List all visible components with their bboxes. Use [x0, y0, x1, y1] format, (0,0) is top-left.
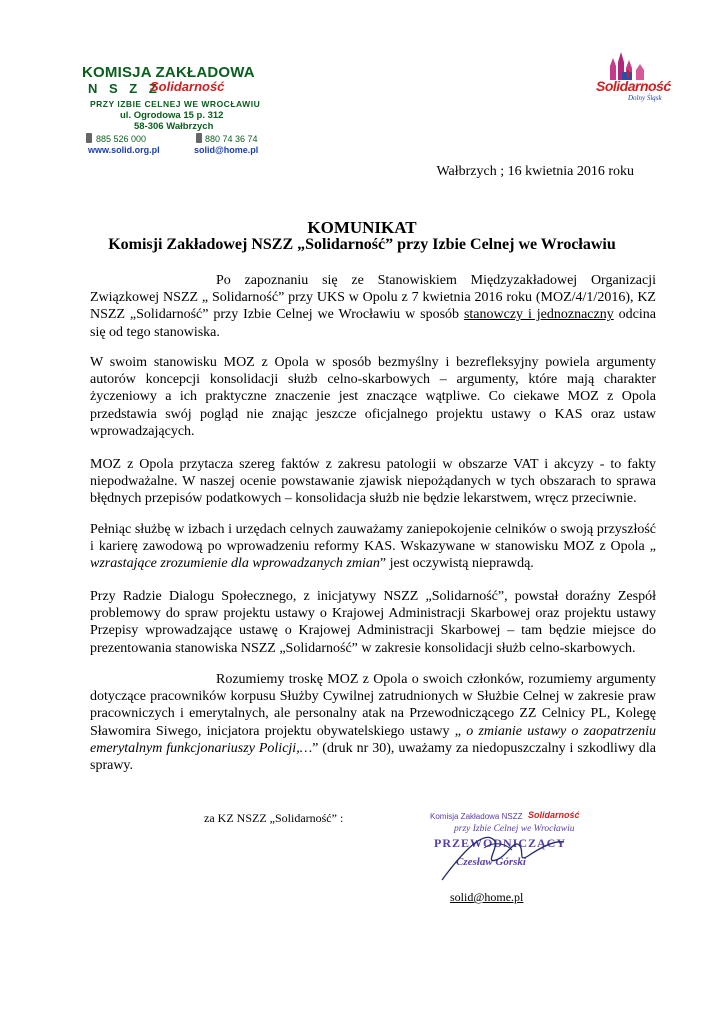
- org-name-line3: PRZY IZBIE CELNEJ WE WROCŁAWIU: [90, 99, 261, 109]
- org-name-line1: KOMISJA ZAKŁADOWA: [82, 64, 255, 81]
- paragraph-2-text: W swoim stanowisku MOZ z Opola w sposób bezmyślny i bezrefleksyjny powiela argumenty autorów koncepcji konsolidacji służb celno-skarbowych – argumenty, które mają charakter życzeniowy a ich praktyczne znaczenie jest znaczące wątpliwe. Co ciekawe MOZ z Opola przedstawia swój pogląd nie znając jeszcze oficjalnego projektu ustawy o KAS oraz ustaw wprowadzających.: [90, 355, 656, 439]
- paragraph-4: [90, 521, 656, 573]
- paragraph-1: [90, 272, 656, 341]
- org-phone-2: 880 74 36 74: [205, 134, 258, 144]
- document-subtitle: Komisji Zakładowej NSZZ „Solidarność” przy Izbie Celnej we Wrocławiu: [108, 236, 616, 253]
- org-name-line2: N S Z Z: [88, 81, 161, 96]
- org-website-link[interactable]: www.solid.org.pl: [88, 145, 160, 155]
- paragraph-1-underlined: stanowczy i jednoznaczny: [463, 307, 614, 323]
- paragraph-6-text-a: Rozumiemy troskę MOZ z Opola o swoich członków, rozumiemy argumenty dotyczące pracowników korpusu Służby Cywilnej zatrudnionych w Służbie Celnej w zakresie praw pracowniczych i emerytalnych, ale personalny atak na Przewodniczącego ZZ Celnicy PL, Kolegę Sławomira Siwego, inicjatora projektu obywatelskiego ustawy „: [90, 672, 656, 739]
- stamp-role: PRZEWODNICZĄCY: [434, 836, 567, 850]
- phone-icon: [86, 133, 92, 143]
- paragraph-1-text-a: Po zapoznaniu się ze Stanowiskiem Międzyzakładowej Organizacji Związkowej NSZZ „ Solidarność” przy UKS w Opolu z 7 kwietnia 2016 roku (MOZ/4/1/2016), KZ NSZZ „Solidarność” przy Izbie Celnej we Wrocławiu w sposób: [90, 273, 656, 323]
- document-title: KOMUNIKAT: [307, 218, 417, 237]
- paragraph-6: [90, 671, 656, 774]
- paragraph-1-text-b: odcina się od tego stanowiska.: [90, 307, 656, 340]
- signature-email-link[interactable]: solid@home.pl: [450, 890, 524, 904]
- logo-region-text: Dolny Śląsk: [628, 94, 662, 102]
- org-city: 58-306 Wałbrzych: [134, 121, 214, 132]
- paragraph-3-text: MOZ z Opola przytacza szereg faktów z zakresu patologii w obszarze VAT i akcyzy - to fakty niepodważalne. W naszej ocenie powstawanie zjawisk niepożądanych w tych obszarach to sprawa błędnych przepisów podatkowych – konsolidacja służb nie będzie lekarstwem, wręcz przeciwnie.: [90, 457, 656, 507]
- org-phone-1: 885 526 000: [96, 134, 147, 144]
- paragraph-2: [90, 354, 656, 440]
- paragraph-4-text-a: Pełniąc służbę w izbach i urzędach celnych zauważamy zaniepokojenie celników o swoją przyszłość i karierę zawodową po wprowadzeniu reformy KAS. Wskazywane w stanowisku MOZ z Opola „: [90, 522, 656, 555]
- paragraph-3: [90, 456, 656, 508]
- signature-label: za KZ NSZZ „Solidarność” :: [204, 811, 344, 825]
- stamp-line-1: Komisja Zakładowa NSZZ: [430, 812, 523, 821]
- stamp-name: Czesław Górski: [456, 856, 526, 868]
- stamp-brand: Solidarność: [528, 810, 580, 820]
- logo-brand-text: Solidarność: [596, 78, 671, 94]
- paragraph-5-text: Przy Radzie Dialogu Społecznego, z inicjatywy NSZZ „Solidarność”, powstał doraźny Zespół problemowy do spraw projektu ustawy o Krajowej Administracji Skarbowej oraz projektu ustawy Przepisy wprowadzające ustawę o Krajowej Administracji Skarbowej – tam będzie miejsce do prezentowania stanowiska NSZZ „Solidarność” w zakresie konsolidacji służb celno-skarbowych.: [90, 589, 656, 656]
- org-email-link[interactable]: solid@home.pl: [194, 145, 259, 155]
- signature-stamp: [424, 812, 584, 887]
- stamp-line-2: przy Izbie Celnej we Wrocławiu: [454, 824, 575, 834]
- org-address: ul. Ogrodowa 15 p. 312: [120, 110, 224, 121]
- paragraph-4-text-b: ” jest oczywistą nieprawdą.: [379, 556, 534, 572]
- handwritten-signature: [424, 820, 584, 888]
- paragraph-5: [90, 588, 656, 657]
- org-brand: Solidarność: [150, 79, 225, 94]
- paragraph-4-italic: wzrastające zrozumienie dla wprowadzanych zmian: [90, 556, 380, 572]
- date-line: Wałbrzych ; 16 kwietnia 2016 roku: [436, 164, 634, 179]
- paragraph-6-text-b: ” (druk nr 30), uważamy za niedopuszczalny i szkodliwy dla sprawy.: [90, 740, 656, 774]
- paragraph-6-italic: o zmianie ustawy o zaopatrzeniu emerytalnym funkcjonariuszy Policji,…: [90, 723, 656, 756]
- phone-icon: [196, 133, 202, 143]
